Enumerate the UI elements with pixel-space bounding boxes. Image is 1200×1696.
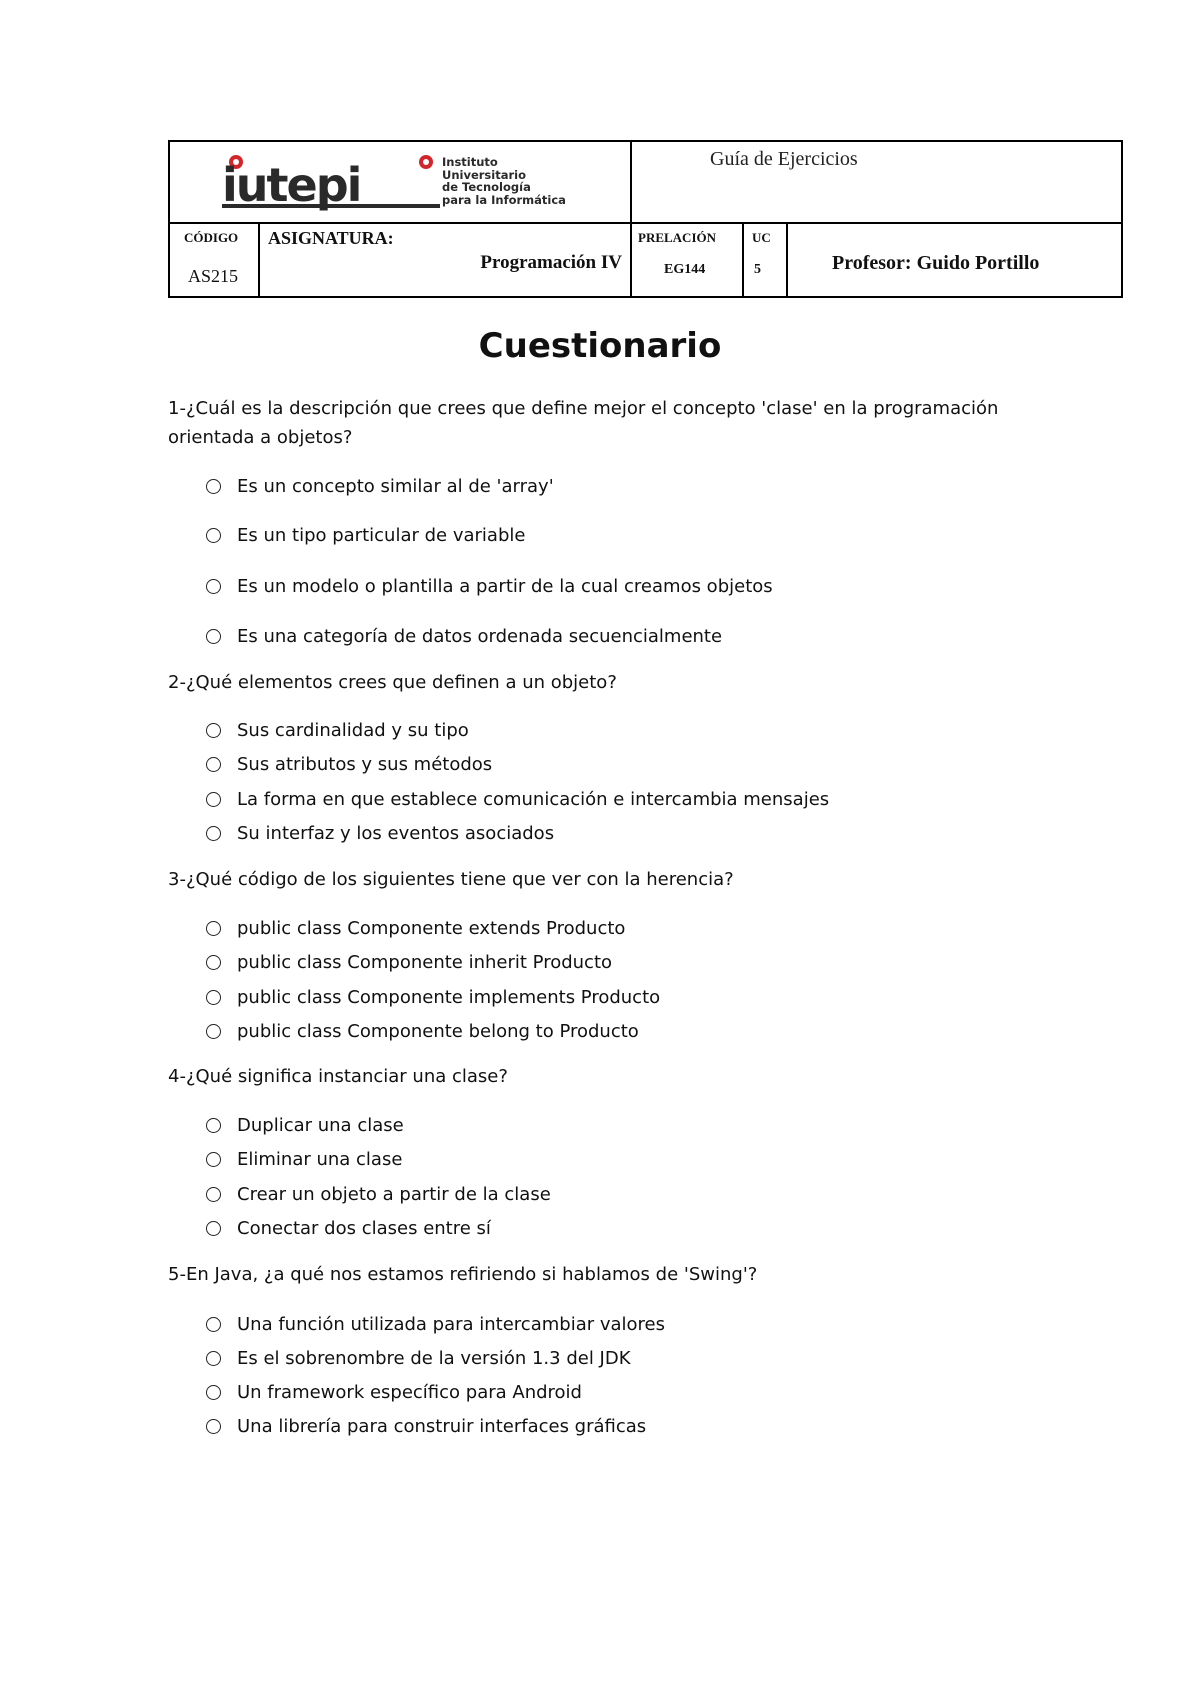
prelacion-cell (632, 224, 744, 298)
radio-icon[interactable] (206, 757, 221, 772)
option-label: La forma en que establece comunicación e intercambia mensajes (237, 789, 830, 810)
option[interactable] (206, 987, 660, 1008)
option-label: Duplicar una clase (237, 1115, 404, 1136)
option[interactable] (206, 476, 554, 497)
option-label: Una función utilizada para intercambiar valores (237, 1314, 666, 1335)
question-text: 3-¿Qué código de los siguientes tiene que ver con la herencia? (168, 869, 734, 890)
option[interactable] (206, 952, 612, 973)
question-2 (168, 668, 617, 697)
option[interactable] (206, 1382, 582, 1403)
question-text: 1-¿Cuál es la descripción que crees que define mejor el concepto 'clase' en la programación (168, 398, 999, 419)
asignatura-value: Programación IV (480, 252, 622, 273)
option[interactable] (206, 918, 625, 939)
option[interactable] (206, 1314, 665, 1335)
option[interactable] (206, 1348, 631, 1369)
option-label: public class Componente inherit Producto (237, 952, 613, 973)
uc-label: UC (752, 230, 771, 245)
option[interactable] (206, 1184, 551, 1205)
option-label: Es un concepto similar al de 'array' (237, 476, 554, 497)
radio-icon[interactable] (206, 955, 221, 970)
option-label: public class Componente implements Producto (237, 987, 661, 1008)
codigo-value: AS215 (188, 266, 239, 286)
radio-icon[interactable] (206, 1221, 221, 1236)
radio-icon[interactable] (206, 1024, 221, 1039)
radio-icon[interactable] (206, 1118, 221, 1133)
header-row-top (170, 142, 1121, 224)
option[interactable] (206, 1149, 402, 1170)
radio-icon[interactable] (206, 792, 221, 807)
option[interactable] (206, 789, 829, 810)
header-row-bottom (170, 224, 1121, 298)
logo-line: Instituto (442, 155, 498, 169)
question-4 (168, 1062, 508, 1091)
option-label: public class Componente extends Producto (237, 918, 626, 939)
header-table (168, 140, 1123, 298)
option-label: public class Componente belong to Producto (237, 1021, 639, 1042)
question-text: 4-¿Qué significa instanciar una clase? (168, 1066, 508, 1087)
radio-icon[interactable] (206, 579, 221, 594)
option-label: Conectar dos clases entre sí (237, 1218, 491, 1239)
logo-institute-name (442, 156, 566, 206)
guide-cell (632, 142, 1121, 222)
option-label: Es un tipo particular de variable (237, 525, 526, 546)
radio-icon[interactable] (206, 1317, 221, 1332)
option-label: Crear un objeto a partir de la clase (237, 1184, 551, 1205)
codigo-cell (170, 224, 260, 298)
radio-icon[interactable] (206, 1351, 221, 1366)
radio-icon[interactable] (206, 1187, 221, 1202)
option-label: Su interfaz y los eventos asociados (237, 823, 555, 844)
question-1 (168, 394, 998, 452)
option[interactable] (206, 1021, 639, 1042)
uc-cell (744, 224, 788, 298)
option-label: Es un modelo o plantilla a partir de la cual creamos objetos (237, 576, 773, 597)
option[interactable] (206, 576, 773, 597)
prelacion-label: PRELACIÓN (638, 230, 717, 245)
asignatura-label: ASIGNATURA: (268, 228, 394, 248)
option-label: Eliminar una clase (237, 1149, 403, 1170)
radio-icon[interactable] (206, 629, 221, 644)
option[interactable] (206, 1218, 491, 1239)
radio-icon[interactable] (206, 723, 221, 738)
question-text: 2-¿Qué elementos crees que definen a un objeto? (168, 672, 617, 693)
option[interactable] (206, 754, 492, 775)
radio-icon[interactable] (206, 528, 221, 543)
codigo-label: CÓDIGO (184, 230, 239, 245)
option-label: Es el sobrenombre de la versión 1.3 del JDK (237, 1348, 631, 1369)
radio-icon[interactable] (206, 1419, 221, 1434)
radio-icon[interactable] (206, 826, 221, 841)
asignatura-cell (260, 224, 632, 298)
question-text: orientada a objetos? (168, 427, 353, 448)
radio-icon[interactable] (206, 921, 221, 936)
option-label: Un framework específico para Android (237, 1382, 582, 1403)
radio-icon[interactable] (206, 1152, 221, 1167)
logo-line: para la Informática (442, 192, 566, 207)
option-label: Es una categoría de datos ordenada secuencialmente (237, 626, 723, 647)
profesor-name: Profesor: Guido Portillo (832, 252, 1040, 274)
question-text: 5-En Java, ¿a qué nos estamos refiriendo si hablamos de 'Swing'? (168, 1264, 758, 1285)
question-3 (168, 865, 734, 894)
institute-logo (222, 152, 582, 214)
option[interactable] (206, 1416, 646, 1437)
radio-icon[interactable] (206, 1385, 221, 1400)
option[interactable] (206, 720, 469, 741)
option[interactable] (206, 823, 554, 844)
prelacion-value: EG144 (664, 262, 706, 277)
option[interactable] (206, 1115, 404, 1136)
question-5 (168, 1260, 757, 1289)
logo-line: Universitario (442, 167, 526, 182)
page-title: Cuestionario (478, 326, 722, 366)
logo-word: iutepi (222, 158, 361, 212)
logo-line: de Tecnología (442, 180, 531, 194)
option-label: Sus atributos y sus métodos (237, 754, 493, 775)
option[interactable] (206, 626, 722, 647)
uc-value: 5 (754, 262, 761, 277)
radio-icon[interactable] (206, 479, 221, 494)
option[interactable] (206, 525, 525, 546)
radio-icon[interactable] (206, 990, 221, 1005)
profesor-cell (788, 224, 1121, 298)
guide-title: Guía de Ejercicios (710, 148, 858, 170)
logo-cell (170, 142, 632, 222)
option-label: Una librería para construir interfaces gráficas (237, 1416, 647, 1437)
option-label: Sus cardinalidad y su tipo (237, 720, 469, 741)
